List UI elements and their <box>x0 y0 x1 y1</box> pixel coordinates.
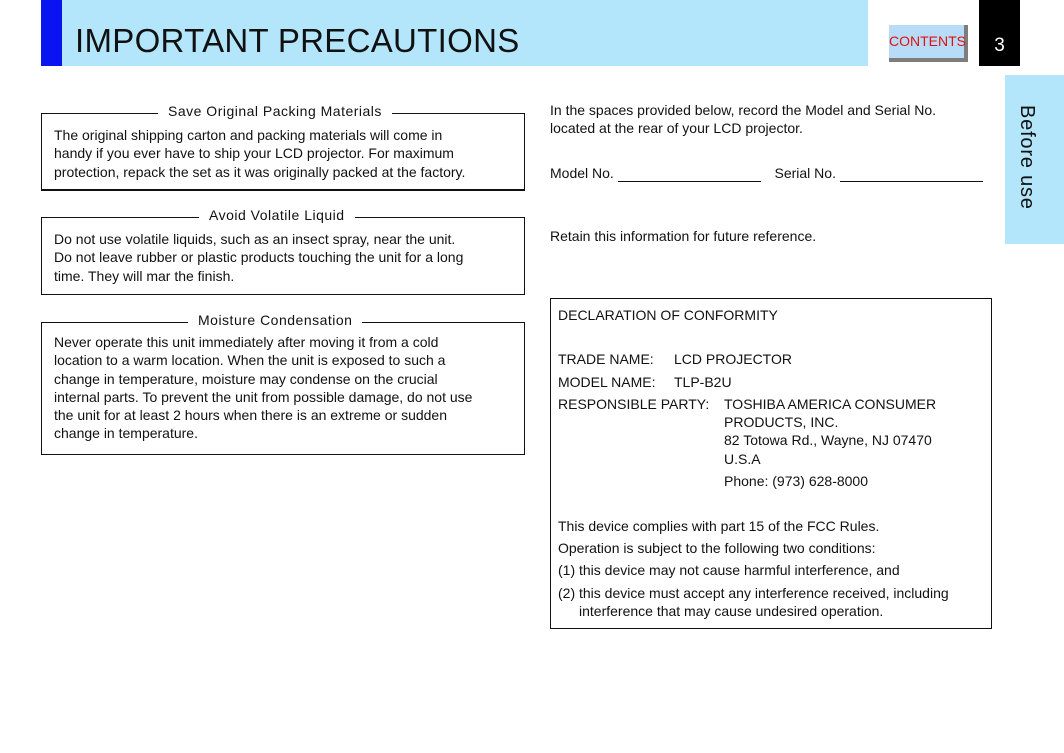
section-title: Avoid Volatile Liquid <box>199 207 355 223</box>
condition-text: this device must accept any interference received, including <box>579 585 949 601</box>
responsible-party-line: PRODUCTS, INC. <box>724 414 839 430</box>
phone-number: Phone: (973) 628-8000 <box>724 473 868 489</box>
retain-note: Retain this information for future reference. <box>550 228 817 244</box>
body-line: Never operate this unit immediately after moving it from a cold <box>54 334 439 350</box>
section-body <box>54 126 516 181</box>
trade-name-value: LCD PROJECTOR <box>674 351 792 367</box>
model-number-field[interactable] <box>618 167 761 182</box>
body-line: the unit for at least 2 hours when there is an extreme or sudden <box>54 407 448 424</box>
body-line: internal parts. To prevent the unit from possible damage, do not use <box>54 388 473 405</box>
serial-label: Serial No. <box>774 165 836 181</box>
record-intro-line: located at the rear of your LCD projector. <box>550 120 803 136</box>
section-volatile-liquid <box>41 207 525 295</box>
body-line: The original shipping carton and packing materials will come in <box>54 127 443 143</box>
header-accent-bar <box>41 0 62 66</box>
record-fields <box>550 164 983 182</box>
record-intro <box>550 101 936 137</box>
body-line: protection, repack the set as it was originally packed at the factory. <box>54 163 466 180</box>
section-title: Save Original Packing Materials <box>158 103 392 119</box>
record-intro-line: In the spaces provided below, record the Model and Serial No. <box>550 102 937 118</box>
trade-name-label: TRADE NAME: <box>558 351 654 367</box>
body-line: Do not leave rubber or plastic products touching the unit for a long <box>54 249 464 266</box>
condition-number: (1) <box>558 562 576 578</box>
responsible-party-line: 82 Totowa Rd., Wayne, NJ 07470 <box>724 432 932 448</box>
model-name-value: TLP-B2U <box>674 374 732 390</box>
fcc-statement: This device complies with part 15 of the FCC Rules. <box>558 518 880 534</box>
condition-number: (2) <box>558 585 576 601</box>
side-tab-label: Before use <box>1016 105 1038 210</box>
responsible-party-line: TOSHIBA AMERICA CONSUMER <box>724 396 937 412</box>
responsible-party-line: U.S.A <box>724 451 761 467</box>
declaration-heading: DECLARATION OF CONFORMITY <box>558 307 778 323</box>
body-line: handy if you ever have to ship your LCD projector. For maximum <box>54 145 454 162</box>
model-label: Model No. <box>550 165 614 181</box>
responsible-party-label: RESPONSIBLE PARTY: <box>558 396 710 412</box>
conditions-statement: Operation is subject to the following two conditions: <box>558 540 876 556</box>
body-line: location to a warm location. When the unit is exposed to such a <box>54 352 446 369</box>
model-name-label: MODEL NAME: <box>558 374 656 390</box>
side-tab-before-use[interactable] <box>1005 75 1064 244</box>
page-title: IMPORTANT PRECAUTIONS <box>75 22 520 59</box>
condition-text: interference that may cause undesired operation. <box>579 603 884 619</box>
header-bar <box>62 0 868 66</box>
body-line: change in temperature. <box>54 425 198 442</box>
contents-button-label[interactable]: CONTENTS <box>889 25 964 58</box>
condition-text: this device may not cause harmful interference, and <box>579 562 900 578</box>
body-line: time. They will mar the finish. <box>54 267 235 284</box>
section-packing-materials <box>41 103 525 191</box>
declaration-of-conformity <box>550 298 992 629</box>
section-moisture-condensation <box>41 312 525 455</box>
body-line: change in temperature, moisture may condense on the crucial <box>54 370 438 387</box>
section-title: Moisture Condensation <box>188 312 362 328</box>
body-line: Do not use volatile liquids, such as an insect spray, near the unit. <box>54 231 456 247</box>
page-number: 3 <box>979 0 1020 66</box>
serial-number-field[interactable] <box>840 167 983 182</box>
section-body <box>54 333 516 443</box>
contents-button[interactable] <box>889 25 968 62</box>
section-body <box>54 230 516 285</box>
